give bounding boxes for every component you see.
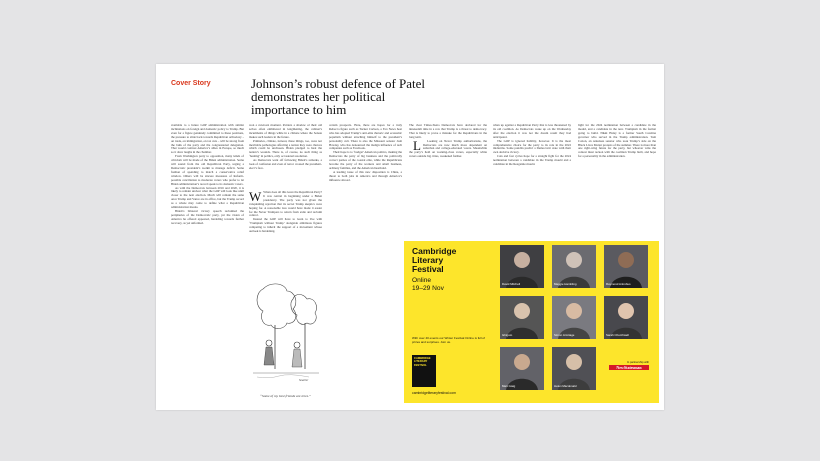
speaker-photo: Helen Macdonald bbox=[552, 347, 596, 390]
col3-paragraph: certain prospects. Here, there are hopes for a truly Rebecca figure such as Tucker Carlson, a Fox News host who has adopted Trump’s anti-elite rhetoric and economic populism without attaching himself to the president’s personality cult. There is also the Missouri senator Josh Hawley, who has denounced the malign influence of tech companies such as Facebook. bbox=[329, 124, 402, 151]
col1-paragraph: available to a future GOP administration with similar inclinations on foreign and domestic policy to Trump. But even for a figure genuinely committed to these positions, the pressure to slide back towards Republican orthodoxy – on trade, on immigration, on tax cuts – will be strong from the bulk of the party and the congressional delegation. That would contrast America’s allies in Europe, so much so it drew laughs in the chamber. bbox=[171, 124, 244, 155]
cartoon-caption: “Some of my best friends are trees.” bbox=[260, 394, 311, 398]
headline: Johnson’s robust defence of Patel demonstrates her political importance to him bbox=[251, 76, 426, 117]
ad-title: Cambridge Literary Festival bbox=[412, 246, 457, 274]
article-column-4 bbox=[409, 124, 487, 236]
col3-paragraph: Their hope is to ‘budget’ American politics, making the Democrats the party of big business and the politically correct parties of the coastal elite, while the Republicans become the party of the workers and small business, ordinary families, and the American heartland. bbox=[329, 150, 402, 170]
dropcap: L bbox=[413, 137, 421, 153]
col3-paragraph: A leading issue of this new disposition is China, a threat to both jobs in America and through America’s influence abroad. bbox=[329, 169, 402, 182]
dropcap: W bbox=[249, 191, 262, 204]
col2-paragraph: As Democrats went off following Biden’s remarks, a look of confusion and even of terror crossed the president-elect’s face. bbox=[249, 158, 322, 170]
col6-paragraph: fight for the 2024 nomination between a candidate in the mould, and a candidate in the new. Trumpism in the format going to build. Nikki Haley is a former South Carolina governor who served in the Trump administration. Tom Cotton, an Arkansas senator who took Trump’s side on the Black Lives Matter protests of the summer. There is more than one right-wing future for the party, but whoever wins the contest must reckon with the coalition Trump built, and hope for a personality in the administration. bbox=[578, 124, 656, 159]
speaker-photo: Simon Armitage bbox=[552, 296, 596, 339]
magazine-page bbox=[156, 64, 664, 410]
col4-paragraph: L Looking on Never Trump authoritarians, the Democrats are now much more dependent on suburban and college-educated voters. Meanwhile the party’s hold on working-class voters, especially white voters outside big cities, weakened further. bbox=[409, 137, 487, 159]
speaker-photo: David Mitchell bbox=[500, 245, 544, 288]
cartoon-drawing bbox=[249, 269, 322, 391]
speaker-photo: Ishiguro bbox=[500, 296, 544, 339]
cartoon-signature: Smaller bbox=[299, 378, 309, 382]
col1-paragraph: Biden’s bilateral victory speech reclaimed the peripheries of the Democratic party, yet the vision of America he offered appeared, heralding towards further recovery, as yet unformed. bbox=[171, 208, 244, 225]
col2-paragraph: Primaries, climate, turnout, these things, too, were not inevitable pathologies affecting a nation they were choices which could be unchosen. Biden pledged to heal the nation’s wounds. There is, of course, no such thing as ‘healing’ in politics, only occasional resolution. bbox=[249, 138, 322, 159]
col1-paragraph: From Washington party to opposition, many kinds of criticism will be made of the Biden administration. Some will sound from the old Republican Party, urging a Democratic president’s toolkit to manage deficit. Some fashion of spending to match a conservative relief window. Others will be sincere measures of Reform-possible conciliation to moderate voters who prefer to let Biden administration’s record speak to its domestic voters. bbox=[171, 154, 244, 186]
partner-logo: NewStatesman bbox=[609, 365, 649, 370]
article-column-1 bbox=[171, 124, 244, 404]
ad-url[interactable]: cambridgeliteraryfestival.com bbox=[412, 391, 456, 395]
article-column-6 bbox=[578, 124, 656, 236]
col5-paragraph: Cuts and fast cycles hope for a straight fight for the 2024 nomination between a candidate in the Trump mould and a candidate in the Reaganite mould. bbox=[493, 154, 571, 167]
festival-advertisement[interactable] bbox=[404, 241, 659, 403]
partner-label: In partnership with bbox=[627, 361, 649, 364]
col2b-paragraph: Instead the GOP will have to learn to live with ‘Trumpism without Trump’ alongside ambitious figures competing to inherit the support of a movement whose outlook is hardening. bbox=[249, 217, 322, 234]
article-column-2-bottom bbox=[249, 191, 322, 266]
speaker-photo: Marc Haig bbox=[500, 347, 544, 390]
cartoon-illustration bbox=[249, 269, 322, 391]
festival-logo: CAMBRIDGE LITERARY FESTIVAL bbox=[412, 355, 436, 387]
speaker-photo: Raymond Antrobus bbox=[604, 245, 648, 288]
col5-paragraph: when up against a Republican Party that is less threatened by its old coalition. As Democrats woke up on the Wednesday after the election it was not the dream result they had anticipated. bbox=[493, 124, 571, 139]
col2-paragraph: won a run-born moment. Patriots a shadow of their old selves often embittered in lengthening, the cabinet’s incumbents of things while in a climate where the Senate makes such leaders in the future. bbox=[249, 124, 322, 139]
section-kicker: Cover Story bbox=[171, 80, 211, 87]
ad-body: With over 40 events our Winter Festival Online is full of prizes and surprises. Join us. bbox=[412, 336, 485, 344]
article-column-5 bbox=[493, 124, 571, 236]
article-column-3 bbox=[329, 124, 402, 404]
col4-paragraph: The clear Times-Siena Democrats have declared for the nineteenth time in a row that Trump is a threat to democracy. That is likely to prove a mistake for the Republicans in the long term. bbox=[409, 124, 487, 139]
speaker-photo: Maggie Hambling bbox=[552, 245, 596, 288]
ad-subtitle-dates: 19–29 Nov bbox=[412, 285, 444, 292]
article-column-2-top bbox=[249, 124, 322, 186]
col2b-paragraph: W When does all this leave the Republican Party? It was central in beginning under a Biden presidency. The party was not given the vanquishing rejection that its secret Trump skeptics were hoping for. A reasonable loss would have made it easier for the Never Trumpers to return from exile and reclaim control. bbox=[249, 191, 322, 218]
col5-paragraph: The GOP is ignored liability, however. It is the most comprehensive choice for the party to its role in the 2022 midterms. Some pundits predict a Democratic state with their own decisive victory. bbox=[493, 138, 571, 155]
col1-paragraph: As with the Democrats between 2016 and 2020, it is likely to remain unclear what the GOP will look like until closer to the next election. Much will remain the same once Trump and Vance are in office, but the Trump record as a whole may come to define what a Republican administration means. bbox=[171, 185, 244, 210]
ad-subtitle-online: Online bbox=[412, 277, 432, 284]
speaker-photo: Sarah Churchwell bbox=[604, 296, 648, 339]
